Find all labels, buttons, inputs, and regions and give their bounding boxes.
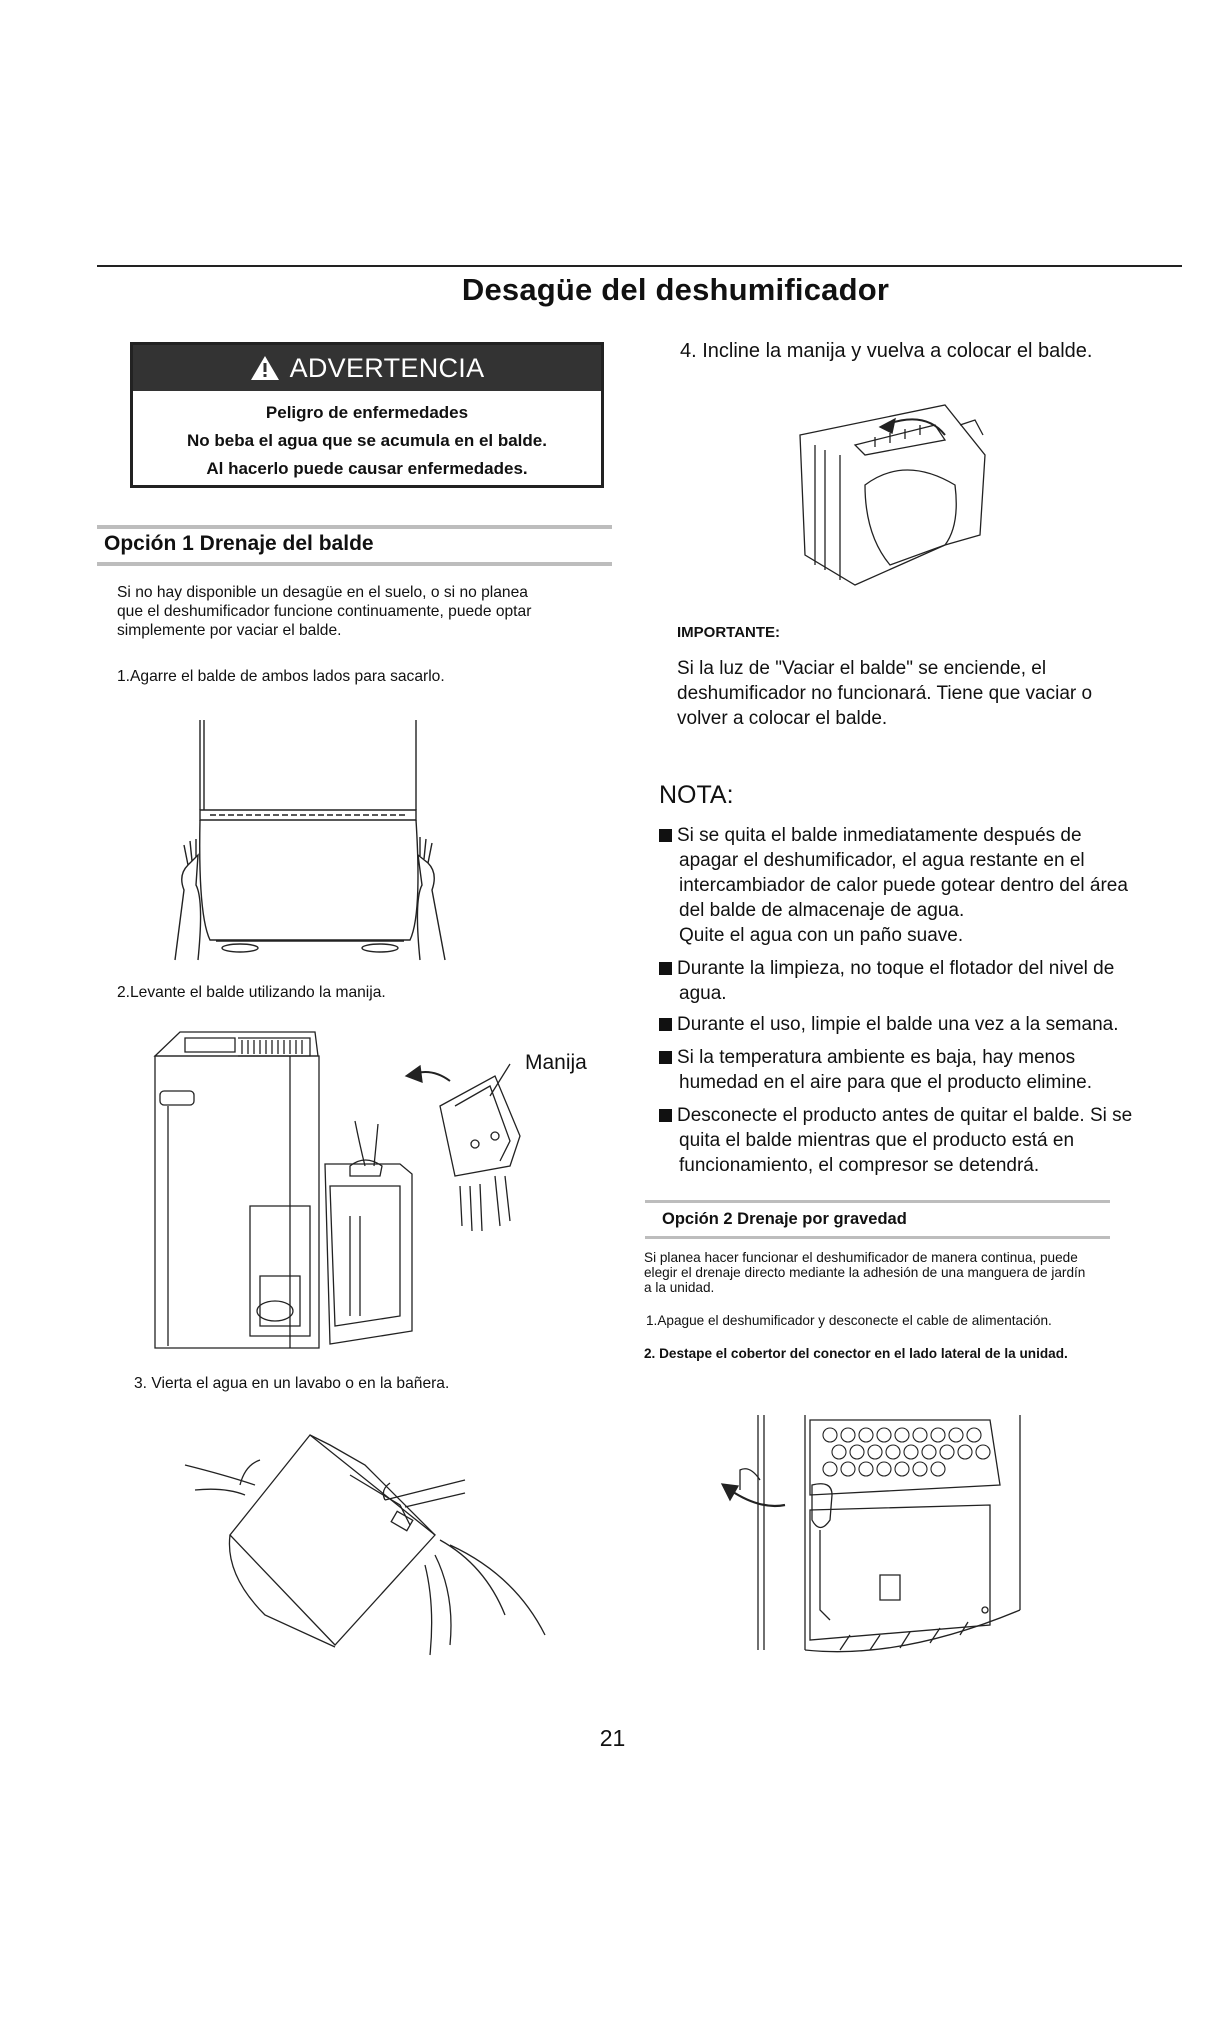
option1-intro-line: que el deshumificador funcione continuamente, puede optar [117, 603, 532, 620]
option2-intro [644, 1250, 1184, 1295]
nota-item [659, 1012, 1179, 1037]
nota-list [659, 823, 1179, 1178]
nota-item [659, 956, 1179, 1006]
option2-intro-line: elegir el drenaje directo mediante la adhesión de una manguera de jardín [644, 1265, 1086, 1280]
important-text [677, 656, 1092, 731]
bullet-square-icon [659, 829, 672, 842]
nota-item-text: Desconecte el producto antes de quitar el balde. Si se [677, 1105, 1133, 1126]
figure-pour-water [185, 1425, 555, 1665]
header-rule [97, 265, 1182, 267]
option1-intro-line: simplemente por vaciar el balde. [117, 622, 342, 639]
handle-label: Manija [525, 1051, 587, 1074]
nota-item-text: Quite el agua con un paño suave. [679, 925, 964, 946]
figure-replace-bucket [795, 395, 1010, 605]
step4-text: 4. Incline la manija y vuelva a colocar el balde. [680, 340, 1093, 362]
nota-item-text: agua. [679, 983, 727, 1004]
page-title: Desagüe del deshumificador [461, 272, 890, 307]
nota-item-text: humedad en el aire para que el producto elimine. [679, 1072, 1092, 1093]
warning-box [130, 342, 604, 488]
important-line: Si la luz de "Vaciar el balde" se enciende, el [677, 658, 1047, 679]
nota-item-text: del balde de almacenaje de agua. [679, 900, 965, 921]
option1-intro-line: Si no hay disponible un desagüe en el suelo, o si no planea [117, 584, 528, 601]
option1-intro [117, 583, 617, 640]
important-line: deshumificador no funcionará. Tiene que vaciar o [677, 683, 1093, 704]
option1-title: Opción 1 Drenaje del balde [104, 532, 374, 555]
option1-step2: 2.Levante el balde utilizando la manija. [117, 984, 386, 1001]
warning-header [133, 345, 601, 391]
option1-step3-number: 3. [134, 1375, 148, 1392]
warning-header-label: ADVERTENCIA [289, 352, 485, 383]
warning-triangle-icon [250, 355, 280, 381]
nota-title: NOTA: [659, 781, 734, 809]
section-divider-top [97, 525, 612, 529]
important-label: IMPORTANTE: [677, 624, 781, 641]
nota-item-text: Durante el uso, limpie el balde una vez a la semana. [677, 1014, 1119, 1035]
option1-step3 [134, 1374, 449, 1393]
option1-step3-text: Vierta el agua en un lavabo o en la bañera. [151, 1375, 450, 1392]
nota-item-text: apagar el deshumificador, el agua restante en el [679, 850, 1085, 871]
nota-item-text: Durante la limpieza, no toque el flotador del nivel de [677, 958, 1115, 979]
option2-step1: 1.Apague el deshumificador y desconecte el cable de alimentación. [646, 1313, 1052, 1328]
option2-title: Opción 2 Drenaje por gravedad [662, 1210, 907, 1228]
option1-step1: 1.Agarre el balde de ambos lados para sacarlo. [117, 668, 445, 685]
bullet-square-icon [659, 1018, 672, 1031]
nota-item-text: Si se quita el balde inmediatamente después de [677, 825, 1082, 846]
figure-bucket-removal [170, 715, 460, 960]
important-line: volver a colocar el balde. [677, 708, 888, 729]
page-number: 21 [599, 1725, 626, 1751]
nota-item-text: funcionamiento, el compresor se detendrá. [679, 1155, 1040, 1176]
bullet-square-icon [659, 1109, 672, 1122]
section-divider-bottom [97, 562, 612, 566]
bullet-square-icon [659, 962, 672, 975]
warning-line-1: No beba el agua que se acumula en el balde. [187, 431, 547, 450]
figure-lift-bucket [150, 1026, 600, 1356]
option2-intro-line: Si planea hacer funcionar el deshumificador de manera continua, puede [644, 1250, 1078, 1265]
nota-item [659, 823, 1179, 948]
bullet-square-icon [659, 1051, 672, 1064]
option2-intro-line: a la unidad. [644, 1280, 715, 1295]
nota-item-text: quita el balde mientras que el producto está en [679, 1130, 1075, 1151]
nota-item [659, 1045, 1179, 1095]
nota-item [659, 1103, 1179, 1178]
warning-line-2: Al hacerlo puede causar enfermedades. [206, 459, 528, 478]
nota-item-text: Si la temperatura ambiente es baja, hay menos [677, 1047, 1076, 1068]
option2-divider-top [645, 1200, 1110, 1203]
option2-step2: 2. Destape el cobertor del conector en el lado lateral de la unidad. [644, 1346, 1068, 1361]
option2-divider-bottom [645, 1236, 1110, 1239]
warning-subtitle: Peligro de enfermedades [265, 403, 469, 422]
nota-item-text: intercambiador de calor puede gotear dentro del área [679, 875, 1128, 896]
figure-connector-cover [700, 1410, 1030, 1660]
